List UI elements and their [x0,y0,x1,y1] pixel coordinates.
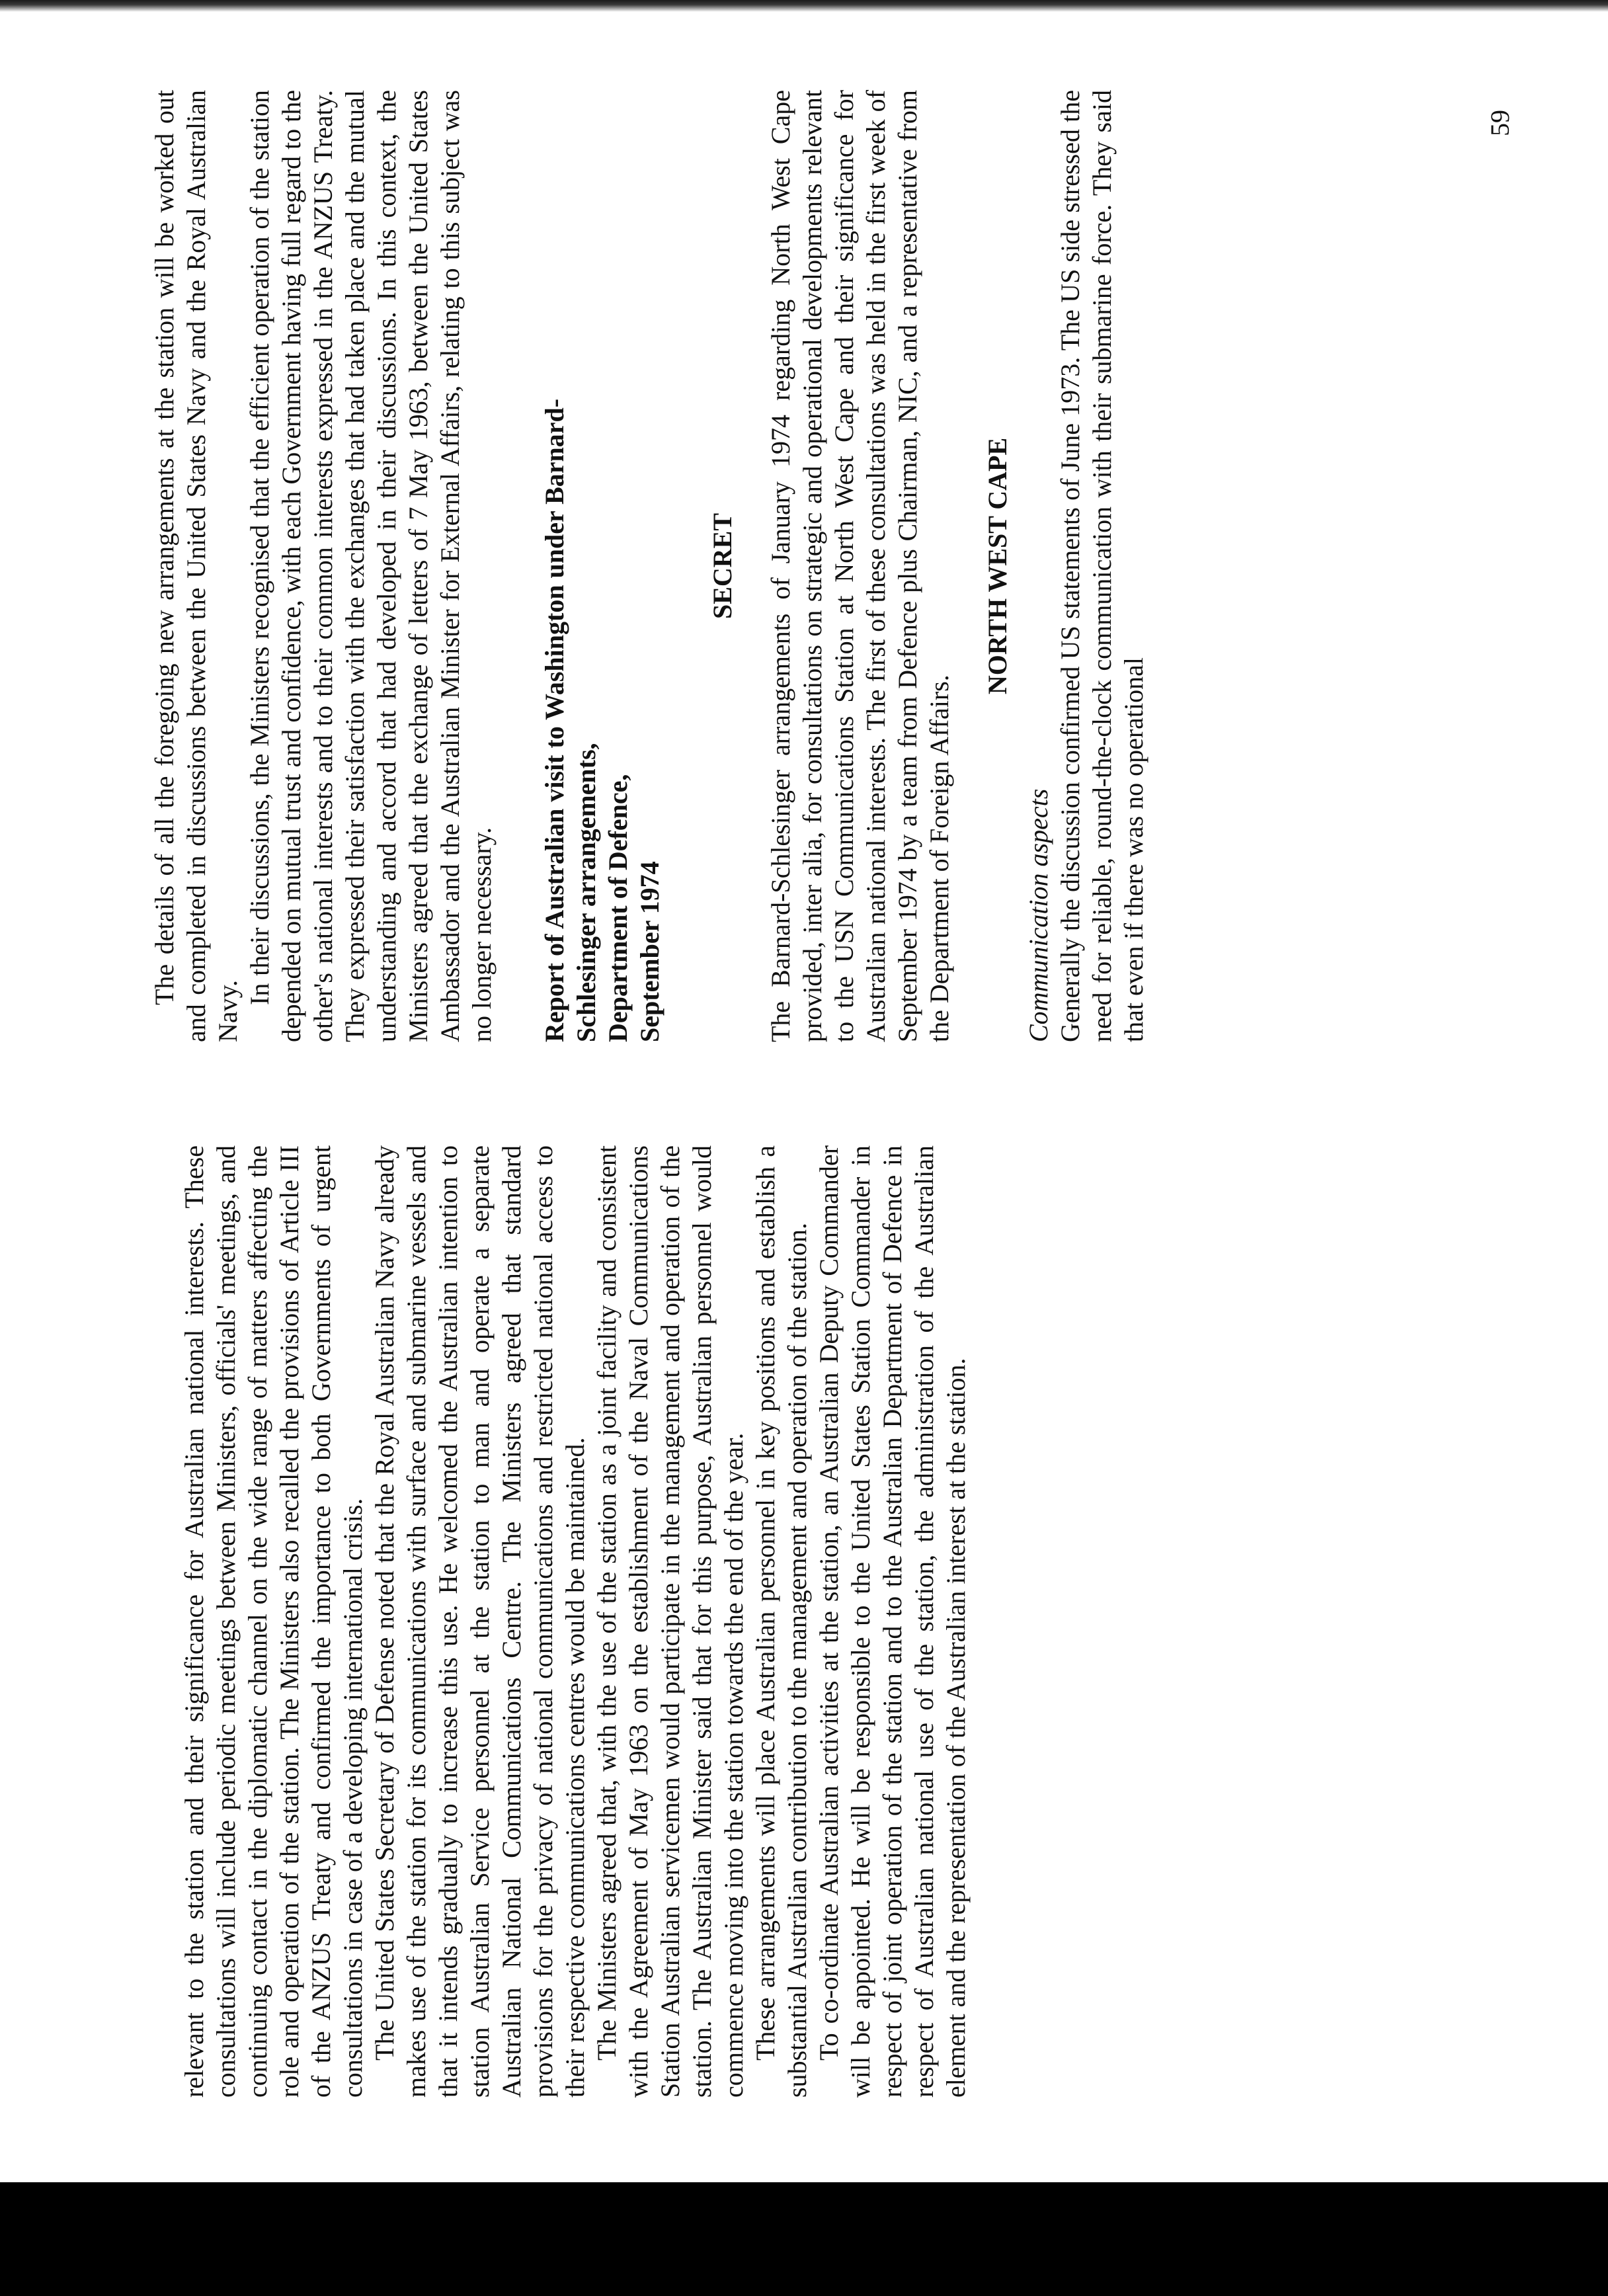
report-heading-line-1: Report of Australian visit to Washington under Barnard- [540,398,569,1042]
right-page-column [149,90,1150,1042]
right-page-number: 59 [1485,110,1515,136]
left-paragraph-1: relevant to the station and their significance for Australian national interests. These consultations will include periodic meetings between Ministers, officials' meetings, and continuing contact in the diplomatic channel on the wide range of matters affecting the role and operation of the station. The Ministers also recalled the provisions of Article III of the ANZUS Treaty and confirmed the importance to both Governments of urgent consultations in case of a developing international crisis. [179,1145,368,2098]
report-heading [539,90,666,1042]
right-paragraph-1: The details of all the foregoing new arrangements at the station will be worked out and completed in discussions between the United States Navy and the Royal Australian Navy. [149,90,243,1042]
left-paragraph-5: To co-ordinate Australian activities at the station, an Australian Deputy Commander will be appointed. He will be responsible to the United States Station Commander in respect of joint operation of the station and to the Australian Department of Defence in respect of Australian national use of the station, the administration of the Australian element and the representation of the Australian interest at the station. [814,1145,971,2098]
left-page-column [179,1145,972,2098]
left-paragraph-4: These arrangements will place Australian personnel in key positions and establish a substantial Australian contribution to the management and operation of the station. [750,1145,812,2098]
subsection-title: Communication aspects [1024,788,1053,1042]
report-heading-line-3: Department of Defence, [603,774,633,1042]
report-heading-line-2: Schlesinger arrangements, [571,743,601,1042]
right-paragraph-2: In their discussions, the Ministers recognised that the efficient operation of the station depended on mutual trust and confidence, with each Government having full regard to the other's national interests and to their common interests expressed in the ANZUS Treaty. They expressed their satisfaction with the exchanges that had taken place and the mutual understanding and accord that had developed in their discussions. In this context, the Ministers agreed that the exchange of letters of 7 May 1963, between the United States Ambassador and the Australian Minister for External Affairs, relating to this subject was no longer necessary. [245,90,497,1042]
report-heading-line-4: September 1974 [635,861,664,1042]
classification-label: SECRET [707,512,737,620]
left-paragraph-2: The United States Secretary of Defense noted that the Royal Australian Navy already makes use of the station for its communications with surface and submarine vessels and that it intends gradually to increase this use. He welcomed the Australian intention to station Australian Service personnel at the station to man and operate a separate Australian National Communications Centre. The Ministers agreed that standard provisions for the privacy of national communications and restricted national access to their respective communications centres would be maintained. [370,1145,590,2098]
final-paragraph: Generally the discussion confirmed US statements of June 1973. The US side stressed the need for reliable, round-the-clock communication with their submarine force. They said that even if there was no operational [1055,90,1148,1042]
scan-bottom-band [0,2182,1608,2296]
report-paragraph: The Barnard-Schlesinger arrangements of January 1974 regarding North West Cape provided, inter alia, for consultations on strategic and operational developments relevant to the USN Communications Station at North West Cape and their significance for Australian national interests. The first of these consultations was held in the first week of September 1974 by a team from Defence plus Chairman, NIC, and a representative from the Department of Foreign Affairs. [766,90,954,1042]
section-title: NORTH WEST CAPE [983,437,1012,695]
left-paragraph-3: The Ministers agreed that, with the use of the station as a joint facility and consistent with the Agreement of May 1963 on the establishment of the Naval Communications Station Australian servicemen would participate in the management and operation of the station. The Australian Minister said that for this purpose, Australian personnel would commence moving into the station towards the end of the year. [592,1145,748,2098]
left-page [0,1145,1608,2296]
